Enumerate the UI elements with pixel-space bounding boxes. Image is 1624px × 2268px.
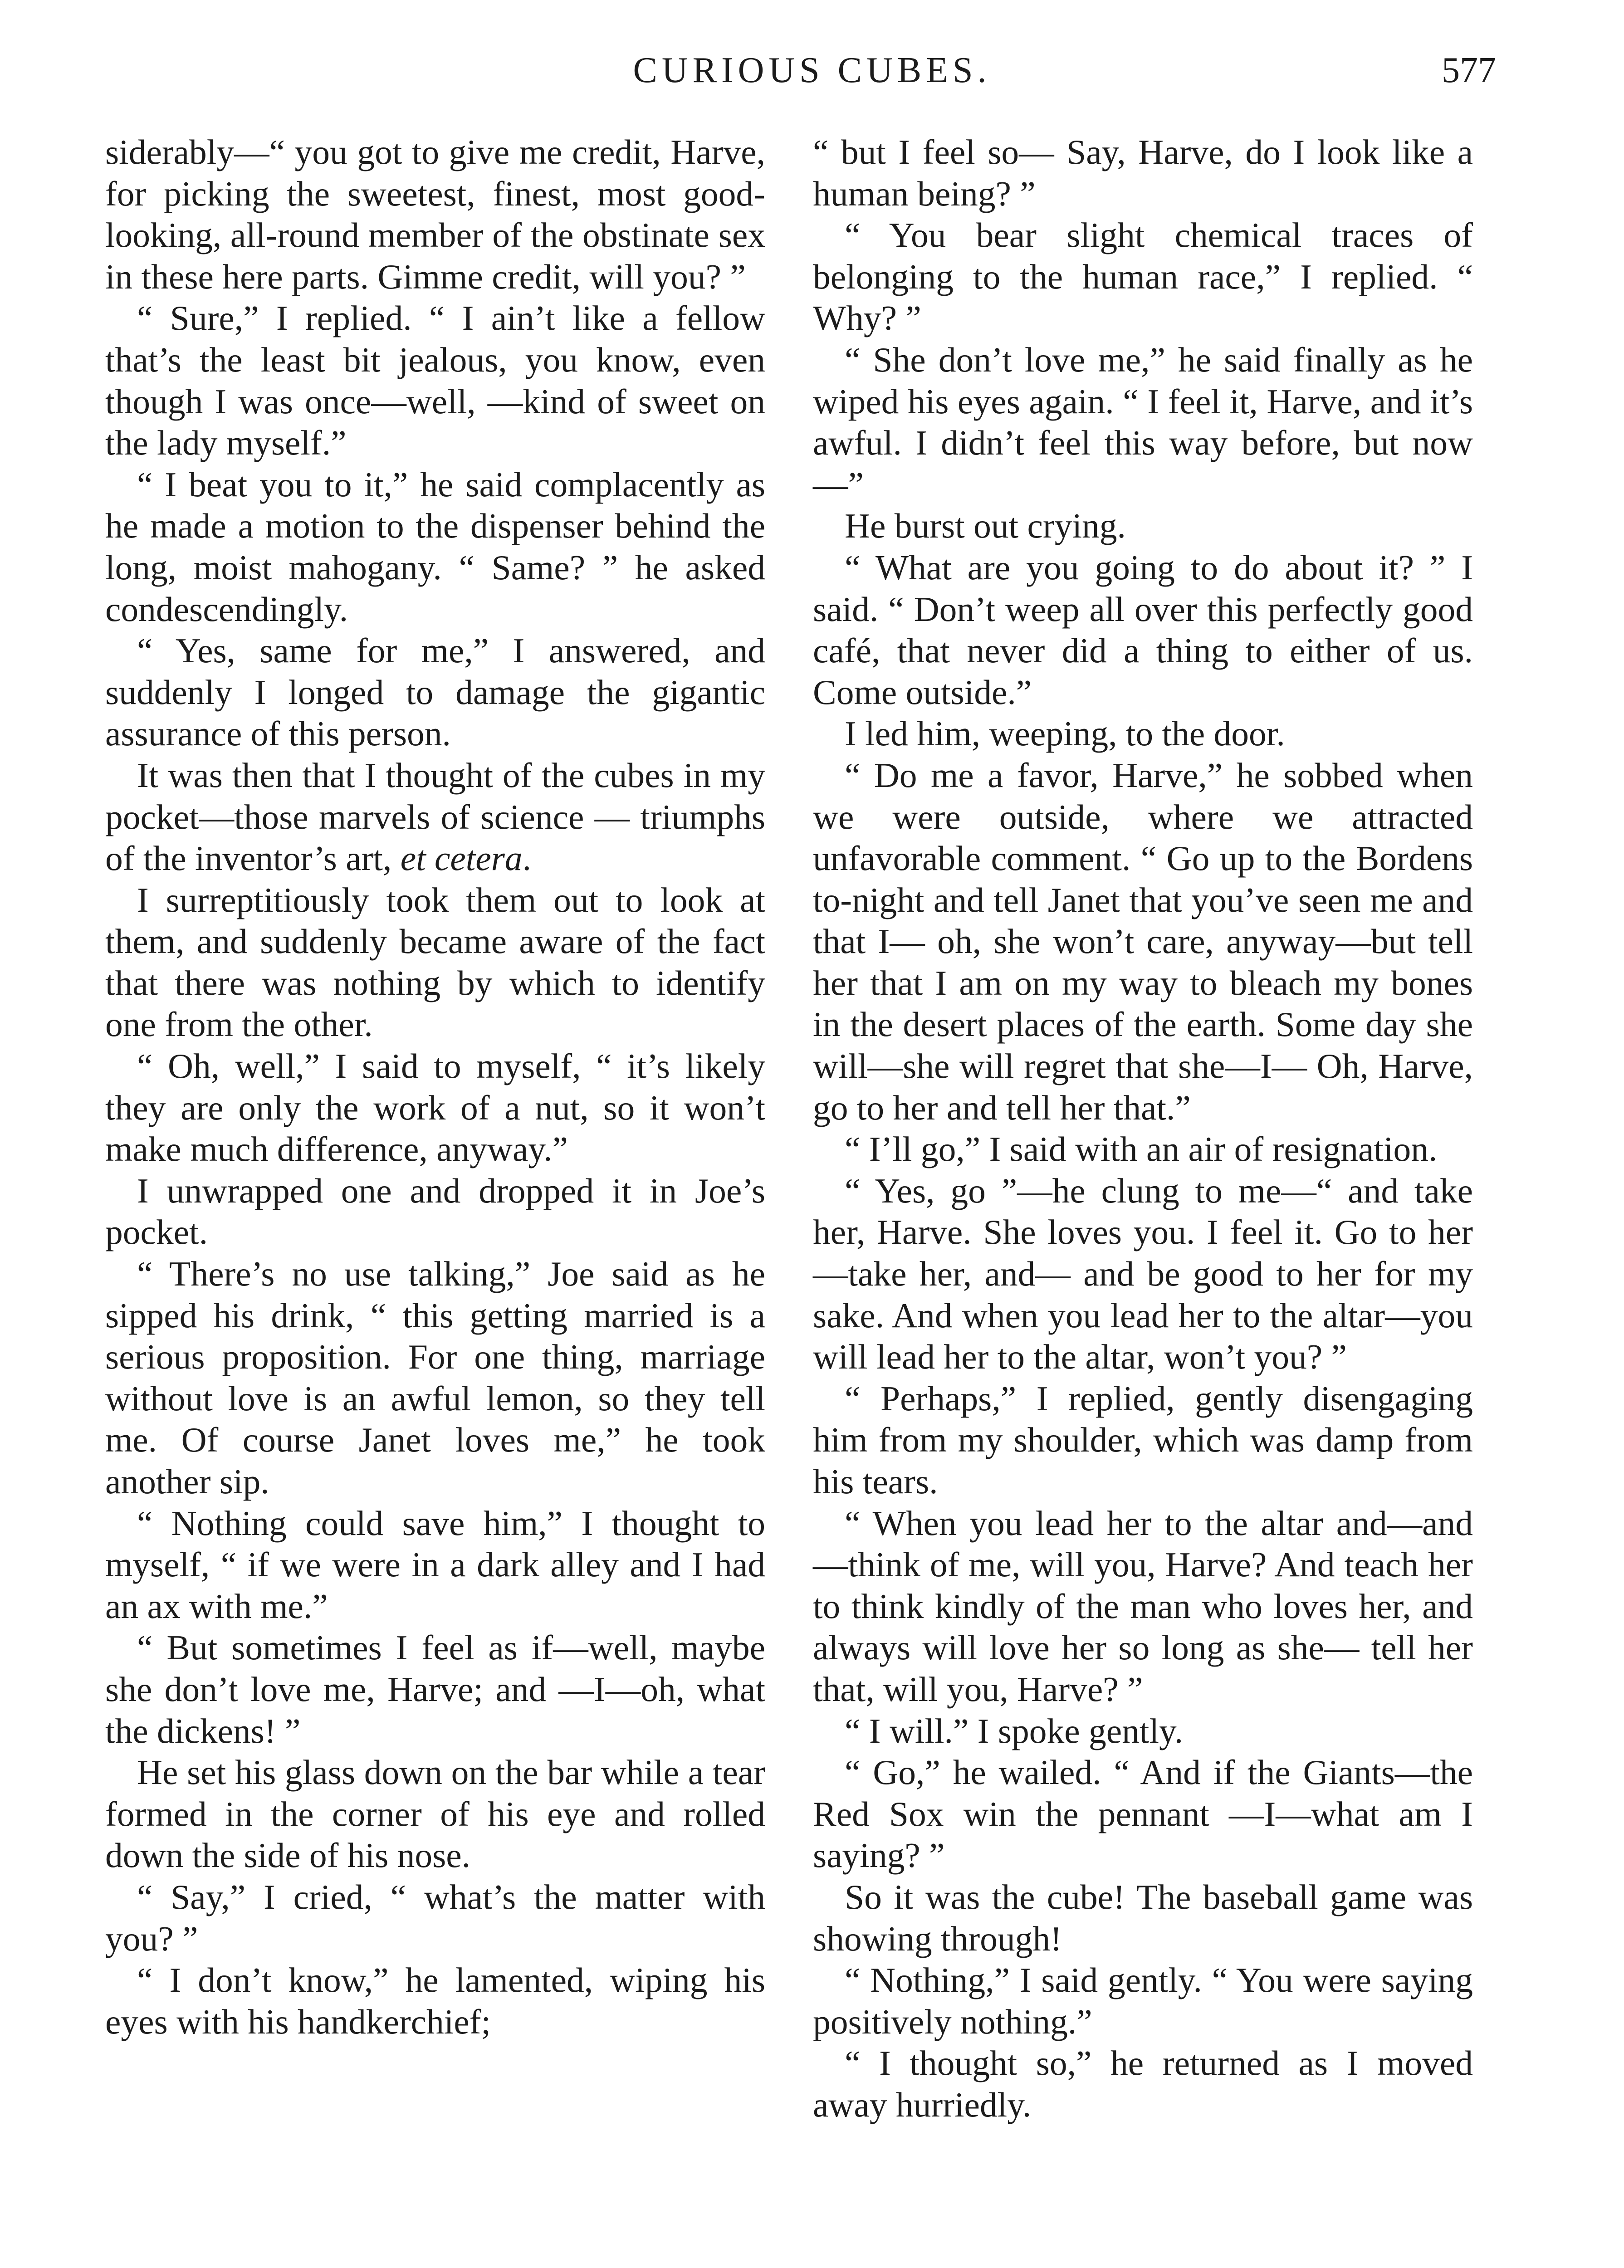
paragraph: I unwrapped one and dropped it in Joe’s pocket. bbox=[105, 1171, 765, 1252]
paragraph: siderably—“ you got to give me credit, Harve, for picking the sweetest, finest, most good-looking, all-round member of the obstinate sex in these here parts. Gimme credit, will you? ” bbox=[105, 132, 765, 296]
page-header bbox=[0, 43, 1624, 98]
running-title: CURIOUS CUBES. bbox=[633, 50, 991, 90]
paragraph: “ Sure,” I replied. “ I ain’t like a fellow that’s the least bit jealous, you know, even though I was once—well, —kind of sweet on the lady myself.” bbox=[105, 298, 765, 463]
paragraph: “ Oh, well,” I said to myself, “ it’s likely they are only the work of a nut, so it won’t make much difference, anyway.” bbox=[105, 1046, 765, 1169]
paragraph: He set his glass down on the bar while a tear formed in the corner of his eye and rolled down the side of his nose. bbox=[105, 1753, 765, 1875]
paragraph: “ I will.” I spoke gently. bbox=[845, 1711, 1184, 1750]
paragraph: “ Perhaps,” I replied, gently disengaging him from my shoulder, which was damp from his tears. bbox=[813, 1378, 1473, 1501]
paragraph: “ You bear slight chemical traces of belonging to the human race,” I replied. “ Why? ” bbox=[813, 215, 1473, 338]
paragraph: “ There’s no use talking,” Joe said as he sipped his drink, “ this getting married is a serious proposition. For one thing, marriage without love is an awful lemon, so they tell me. Of course Janet loves me,” he took another sip. bbox=[105, 1254, 765, 1501]
paragraph: I led him, weeping, to the door. bbox=[845, 714, 1285, 753]
paragraph: “ I thought so,” he returned as I moved away hurriedly. bbox=[813, 2043, 1473, 2124]
paragraph: So it was the cube! The baseball game was showing through! bbox=[813, 1877, 1473, 1958]
paragraph: “ Do me a favor, Harve,” he sobbed when we were outside, where we attracted unfavorable comment. “ Go up to the Bordens to-night and tell Janet that you’ve seen me and that I— oh, she won’t care, anyway—but tell her that I am on my way to bleach my bones in the desert places of the earth. Some day she will—she will regret that she—I— Oh, Harve, go to her and tell her that.” bbox=[813, 755, 1473, 1127]
paragraph: I surreptitiously took them out to look at them, and suddenly became aware of the fact that there was nothing by which to identify one from the other. bbox=[105, 880, 765, 1044]
paragraph: “ Say,” I cried, “ what’s the matter with you? ” bbox=[105, 1877, 765, 1958]
paragraph: “ Yes, go ”—he clung to me—“ and take her, Harve. She loves you. I feel it. Go to her—take her, and— and be good to her for my sake. And when you lead her to the altar—you will lead her to the altar, won’t you? ” bbox=[813, 1171, 1473, 1377]
left-text-column bbox=[105, 132, 765, 2043]
paragraph: “ What are you going to do about it? ” I said. “ Don’t weep all over this perfectly good café, that never did a thing to either of us. Come outside.” bbox=[813, 547, 1473, 712]
paragraph: “ but I feel so— Say, Harve, do I look like a human being? ” bbox=[813, 132, 1473, 213]
paragraph: “ I beat you to it,” he said complacently as he made a motion to the dispenser behind the long, moist mahogany. “ Same? ” he asked condescendingly. bbox=[105, 464, 765, 629]
paragraph: “ Nothing,” I said gently. “ You were saying positively nothing.” bbox=[813, 1960, 1473, 2041]
paragraph: “ Go,” he wailed. “ And if the Giants—the Red Sox win the pennant —I—what am I saying? ” bbox=[813, 1753, 1473, 1875]
right-text-column bbox=[813, 132, 1473, 2126]
paragraph: “ But sometimes I feel as if—well, maybe she don’t love me, Harve; and —I—oh, what the dickens! ” bbox=[105, 1628, 765, 1750]
paragraph: “ When you lead her to the altar and—and—think of me, will you, Harve? And teach her to think kindly of the man who loves her, and always will love her so long as she— tell her that, will you, Harve? ” bbox=[813, 1503, 1473, 1709]
paragraph: It was then that I thought of the cubes in my pocket—those marvels of science — triumphs of the inventor’s art, et cetera. bbox=[105, 755, 765, 878]
page-number: 577 bbox=[1442, 50, 1496, 90]
paragraph: “ I’ll go,” I said with an air of resignation. bbox=[845, 1129, 1438, 1169]
paragraph: “ Yes, same for me,” I answered, and suddenly I longed to damage the gigantic assurance of this person. bbox=[105, 631, 765, 753]
paragraph: “ She don’t love me,” he said finally as he wiped his eyes again. “ I feel it, Harve, and it’s awful. I didn’t feel this way before, but now—” bbox=[813, 340, 1473, 504]
paragraph: “ Nothing could save him,” I thought to myself, “ if we were in a dark alley and I had an ax with me.” bbox=[105, 1503, 765, 1626]
paragraph: “ I don’t know,” he lamented, wiping his eyes with his handkerchief; bbox=[105, 1960, 765, 2041]
paragraph: He burst out crying. bbox=[845, 506, 1126, 546]
